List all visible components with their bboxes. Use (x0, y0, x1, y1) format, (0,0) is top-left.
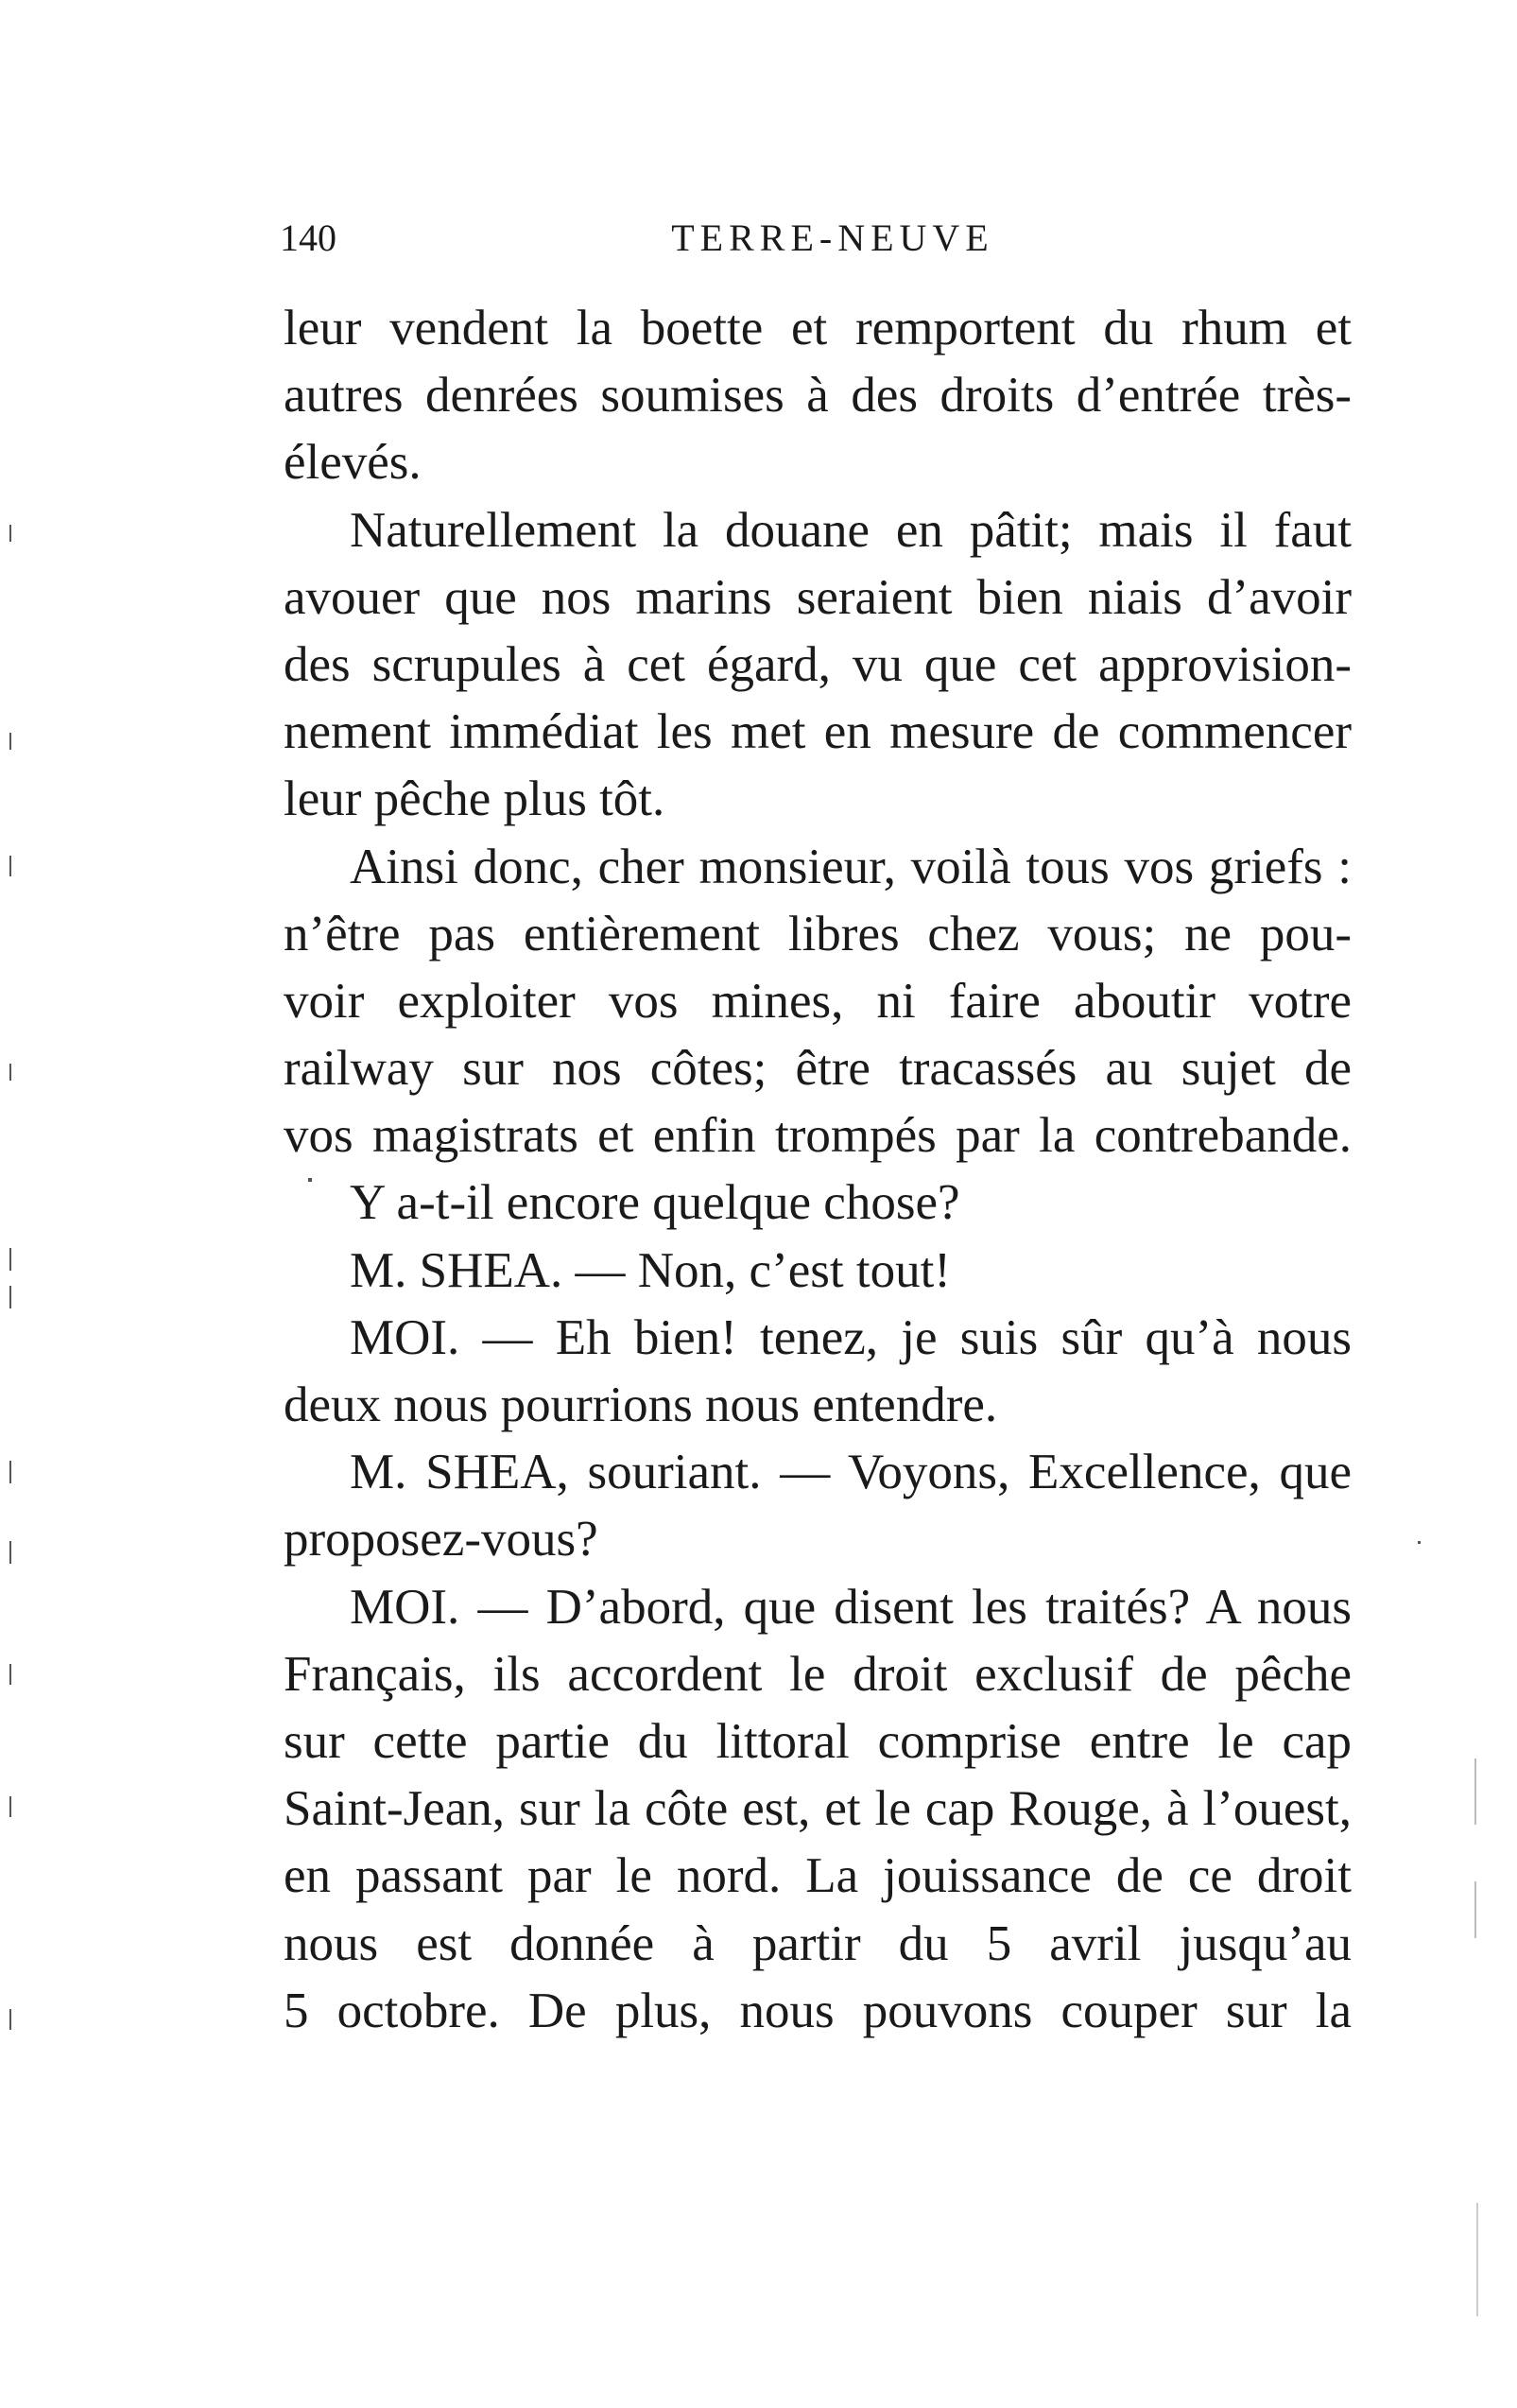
text-line: voir exploiter vos mines, ni faire aboutir votre (284, 973, 1352, 1029)
scan-mark (9, 1064, 11, 1081)
text-line: deux nous pourrions nous entendre. (284, 1377, 998, 1432)
text-line: 5 octobre. De plus, nous pouvons couper sur la (284, 1983, 1352, 2038)
scan-mark (9, 1286, 11, 1308)
page-number: 140 (280, 217, 336, 259)
text-line: leur pêche plus tôt. (284, 771, 665, 827)
text-line: MOI. — D’abord, que disent les traités? A nous (350, 1579, 1352, 1635)
text-line: autres denrées soumises à des droits d’entrée très- (284, 368, 1352, 424)
text-line: MOI. — Eh bien! tenez, je suis sûr qu’à nous (350, 1309, 1352, 1365)
text-line: Français, ils accordent le droit exclusif de pêche (284, 1646, 1352, 1702)
text-line: élevés. (284, 435, 422, 491)
scan-mark (9, 1248, 11, 1271)
running-head (280, 216, 1348, 272)
text-line: n’être pas entièrement libres chez vous; ne pou- (284, 906, 1352, 961)
scan-mark (9, 525, 11, 542)
running-title: TERRE-NEUVE (671, 217, 994, 259)
scan-mark (1418, 1541, 1421, 1544)
text-line: Y a-t-il encore quelque chose? (350, 1175, 960, 1231)
scan-mark (9, 1461, 11, 1483)
scan-mark (9, 1796, 11, 1817)
body-text (284, 295, 1352, 2045)
scan-mark (9, 856, 11, 876)
text-line: nement immédiat les met en mesure de commencer (284, 704, 1352, 760)
text-line: Naturellement la douane en pâtit; mais il faut (350, 502, 1352, 558)
scan-mark (308, 1178, 312, 1182)
text-line: sur cette partie du littoral comprise entre le cap (284, 1713, 1352, 1769)
text-line: des scrupules à cet égard, vu que cet approvision- (284, 636, 1352, 692)
scan-mark (1474, 1758, 1476, 1825)
scan-mark (9, 733, 11, 750)
scan-mark (9, 2009, 11, 2030)
text-line: en passant par le nord. La jouissance de ce droit (284, 1848, 1352, 1904)
scan-mark (1476, 2203, 1478, 2316)
text-line: leur vendent la boette et remportent du rhum et (284, 301, 1352, 355)
text-line: avouer que nos marins seraient bien niais d’avoir (284, 569, 1352, 625)
text-line: proposez-vous? (284, 1512, 598, 1568)
text-line: vos magistrats et enfin trompés par la contrebande. (284, 1108, 1352, 1164)
text-line: M. SHEA. — Non, c’est tout! (350, 1242, 951, 1298)
text-line: nous est donnée à partir du 5 avril jusqu’au (284, 1915, 1352, 1971)
text-line: Ainsi donc, cher monsieur, voilà tous vos griefs : (350, 839, 1352, 894)
scan-mark (9, 1541, 11, 1564)
text-line: M. SHEA, souriant. — Voyons, Excellence, que (350, 1445, 1352, 1500)
text-line: Saint-Jean, sur la côte est, et le cap Rouge, à l’ouest, (284, 1781, 1352, 1837)
scan-mark (1474, 1881, 1476, 1938)
scan-mark (9, 1664, 11, 1685)
text-line: railway sur nos côtes; être tracassés au sujet de (284, 1041, 1352, 1097)
